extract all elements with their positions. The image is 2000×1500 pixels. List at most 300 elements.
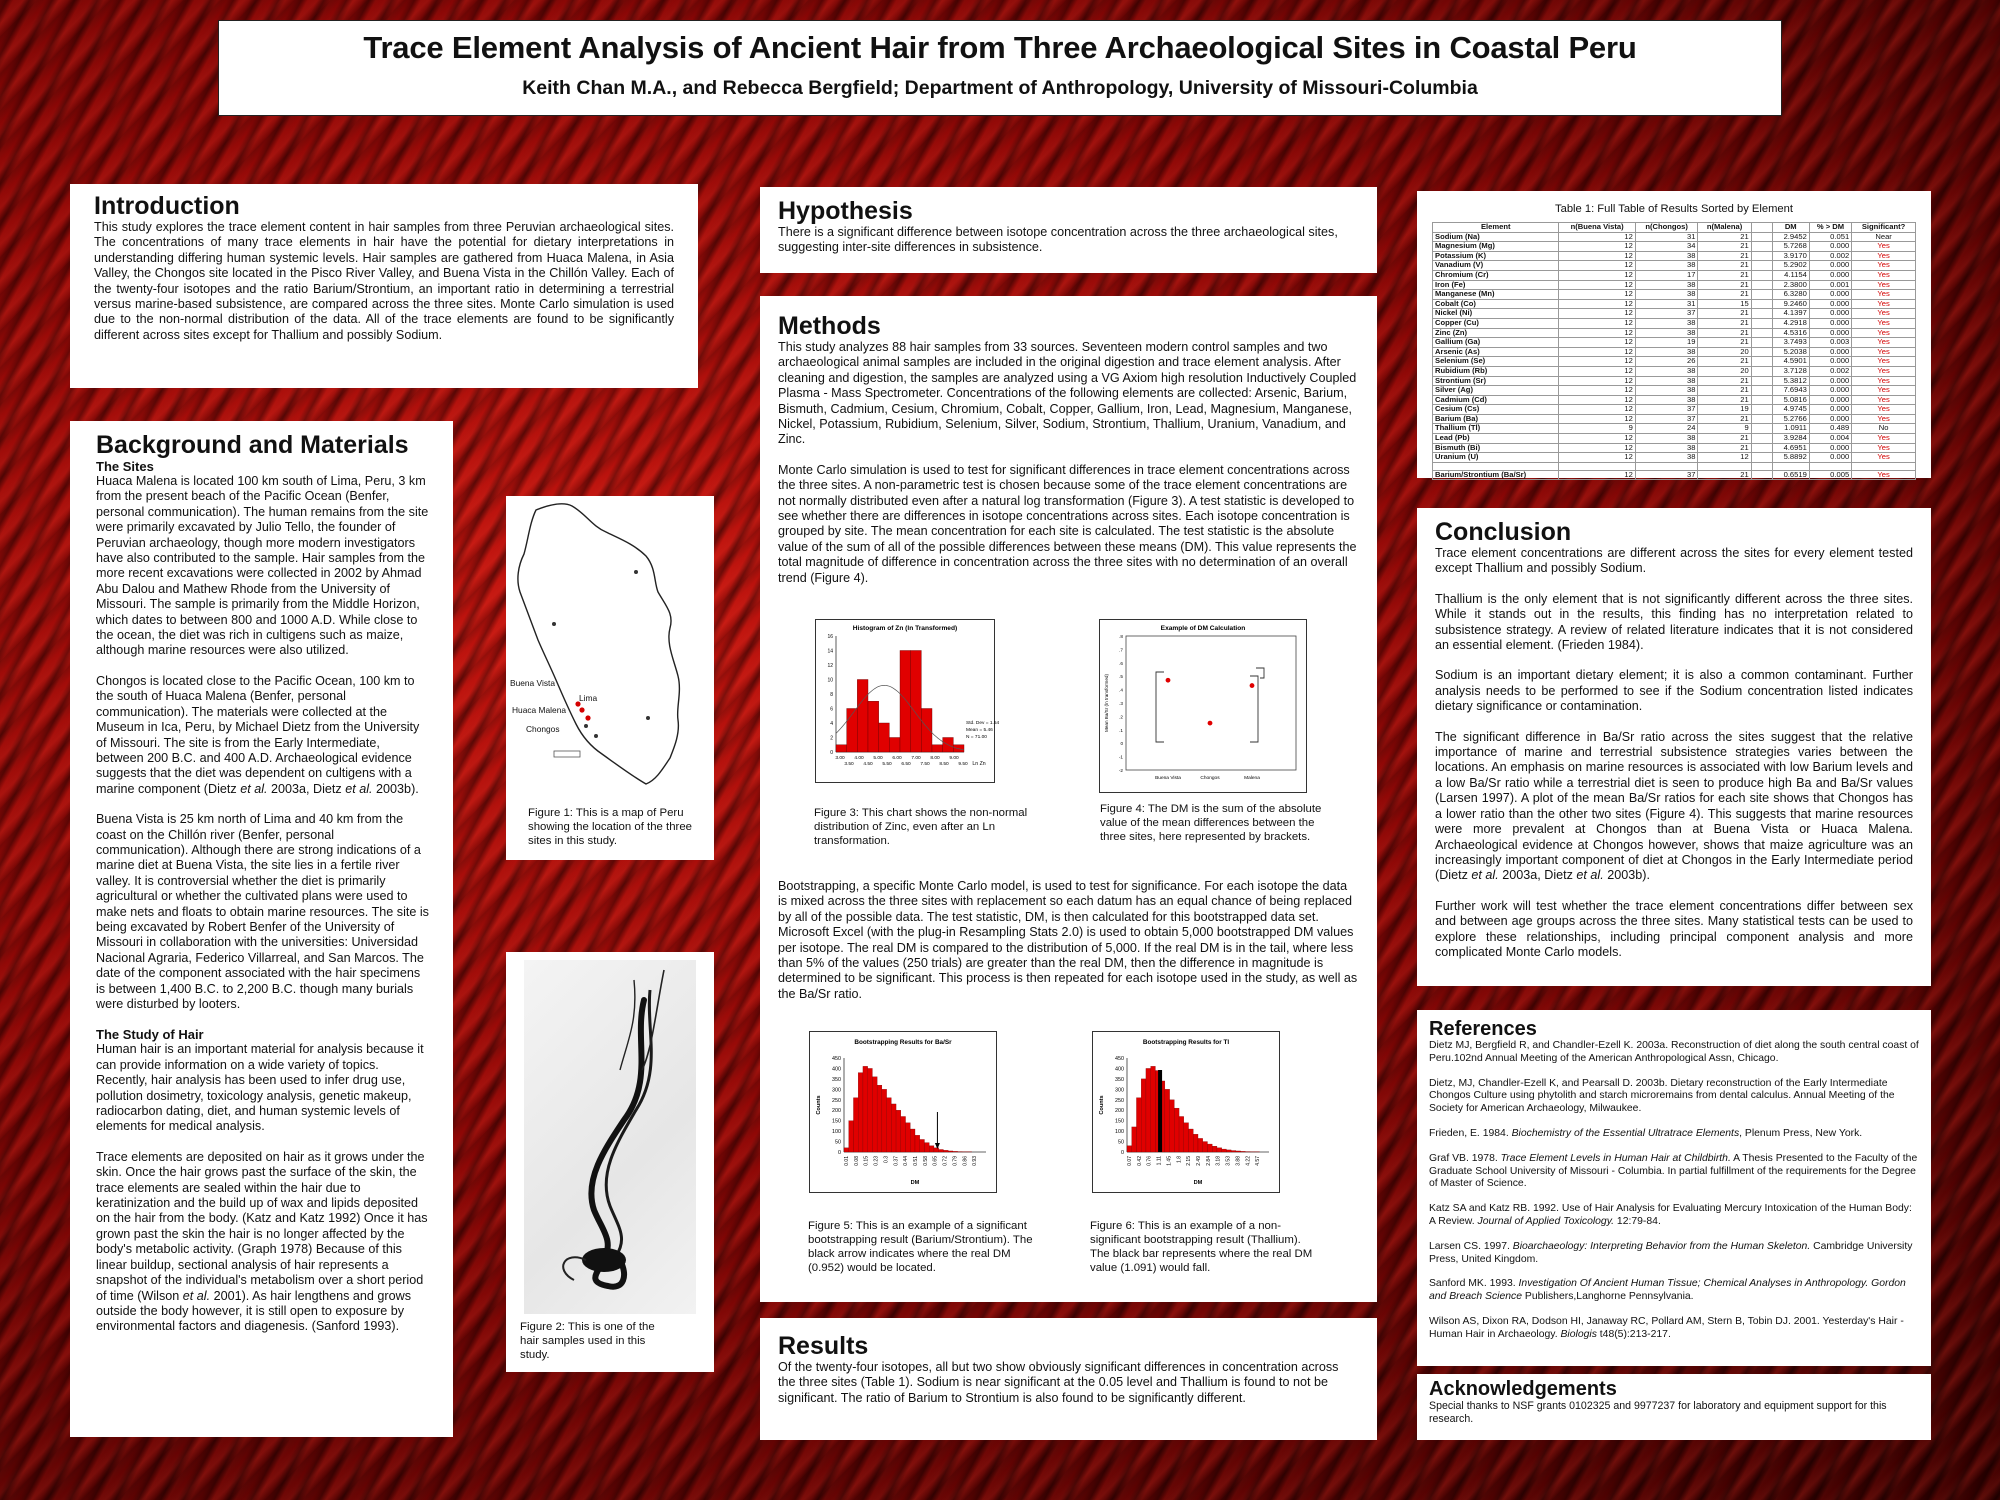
acknowledgements-title: Acknowledgements [1429,1378,1617,1400]
y-tick-label: 300 [1115,1087,1124,1094]
table-cell: 21 [1698,309,1751,319]
x-tick-label: 0.72 [942,1156,949,1166]
map-label-lima: Lima [579,693,598,703]
table-cell: Yes [1852,261,1916,271]
table-cell [1751,424,1772,434]
table-cell: 21 [1698,376,1751,386]
table-header-cell [1751,223,1772,233]
table-row [1433,338,1916,348]
table-cell: 4.1397 [1772,309,1809,319]
x-tick-label: 0.08 [853,1156,860,1166]
figure-4-chart [1099,619,1307,793]
table-cell: 12 [1559,290,1635,300]
table-cell: 5.2038 [1772,347,1809,357]
table-cell: 21 [1698,338,1751,348]
table-cell: Yes [1852,290,1916,300]
figure-2-panel [506,952,714,1372]
histogram-bar [1141,1079,1146,1152]
mean-point [1166,678,1171,683]
table-cell: 3.9170 [1772,251,1809,261]
histogram-bar [915,1135,920,1152]
table-cell: 12 [1559,386,1635,396]
y-tick-label: 100 [832,1129,841,1136]
histogram-bar [853,1098,858,1152]
reference-item: Katz SA and Katz RB. 1992. Use of Hair Analysis for Evaluating Mercury Intoxication of the Human Body: A Review. Journal of Applied Toxicology. 12:79-84. [1429,1203,1912,1227]
histogram-bar [1184,1123,1189,1152]
table-row [1433,290,1916,300]
conclusion-paragraph-2: Thallium is the only element that is not significantly different across the three sites. While it stands out in the results, this finding has no interpretation related to subsistence strategy. A review of related literature indicates that it is not considered an essential element. (Frieden 1984). [1435,591,1913,653]
results-title: Results [778,1332,869,1360]
table-cell: 5.2766 [1772,414,1809,424]
table-cell: 20 [1698,366,1751,376]
x-tick-label: Chongos [1200,776,1220,781]
histogram-bar [906,1123,911,1152]
table-cell: 12 [1559,414,1635,424]
y-tick-label: 2 [830,735,833,742]
reference-item: Sanford MK. 1993. Investigation Of Ancient Human Tissue; Chemical Analyses in Anthropology. Gordon and Breach Science Publishers,Langhorne Pennsylvania. [1429,1278,1906,1303]
figure-5-chart [809,1031,997,1193]
table-cell: 21 [1698,357,1751,367]
chart-title: Bootstrapping Results for Ba/Sr [854,1039,952,1046]
figure-6-caption: Figure 6: This is an example of a non-significant bootstrapping result (Thallium). The black bar represents where the real DM value (1.091) would fall. [1090,1220,1313,1274]
conclusion-paragraph-5: Further work will test whether the trace element concentrations differ between sex and between age groups across the three sites. Many statistical tests can be used to explore these relationships, including principal component analysis and more complicated Monte Carlo models. [1435,898,1913,959]
table-cell: 38 [1635,261,1698,271]
x-tick-label: 4.50 [863,762,873,767]
table-cell: 12 [1559,366,1635,376]
histogram-bar [901,1116,906,1152]
figure-4-caption: Figure 4: The DM is the sum of the absolute value of the mean differences between the three sites, here represented by brackets. [1100,803,1322,843]
references-panel [1417,1010,1931,1366]
histogram-bar [887,1098,892,1152]
x-tick-label: 0.07 [1127,1156,1133,1166]
table-cell: Yes [1852,280,1916,290]
methods-paragraph-2: Monte Carlo simulation is used to test for significant differences in trace element concentrations across the three sites. A non-parametric test is chosen because some of the trace element concentrations are not normally distributed even after a natural log transformation (Figure 3). A test statistic is developed to see whether there are differences in isotope concentrations across sites. Each isotope concentration is grouped by site. The mean concentration for each site is calculated. The test statistic is the absolute value of the sum of all of the possible differences between these means (DM). This value represents the total magnitude of difference in concentration across the three sites with no determination of an overall trend (Figure 4). [778,462,1357,585]
references-list [1429,1040,1919,1342]
histogram-bar [1132,1127,1137,1152]
x-tick-label: 6.50 [901,762,911,767]
table-cell: 12 [1559,347,1635,357]
table-header-cell: % > DM [1809,223,1851,233]
table-cell: 0.000 [1809,386,1851,396]
x-tick-label: 0.76 [1146,1156,1153,1166]
table-cell: 4.5901 [1772,357,1809,367]
x-tick-label: 0.79 [952,1156,959,1166]
figure-6-chart [1092,1031,1280,1193]
x-tick-label: 0.23 [873,1156,880,1166]
x-tick-label: 3.88 [1235,1156,1242,1166]
table-cell: 38 [1635,347,1698,357]
histogram-bar [1165,1089,1170,1152]
x-axis-label: DM [1193,1180,1203,1186]
x-tick-label: 0.01 [844,1156,850,1166]
table-cell: Yes [1852,414,1916,424]
hypothesis-panel [760,187,1377,273]
table-cell: Uranium (U) [1433,453,1559,463]
y-tick-label: 100 [1115,1129,1124,1136]
table-cell: 4.5316 [1772,328,1809,338]
table-cell [1751,434,1772,444]
histogram-bar [1212,1146,1217,1152]
reference-item: Dietz MJ, Bergfield R, and Chandler-Ezell K. 2003a. Reconstruction of diet along the south central coast of Peru.102nd Annual Meeting of the American Anthropological Assn, Chicago. [1429,1040,1919,1064]
y-tick-label: 6 [830,706,833,713]
histogram-bar [1189,1129,1194,1152]
table-cell: 12 [1559,251,1635,261]
chart-title: Example of DM Calculation [1160,625,1246,632]
table-cell [1751,386,1772,396]
histogram-bar [900,651,911,753]
x-axis-label: DM [910,1180,920,1186]
x-tick-label: Malena [1244,776,1260,781]
table-cell: 38 [1635,434,1698,444]
results-panel [760,1318,1377,1440]
y-tick-label: 250 [1115,1097,1124,1104]
histogram-bar [889,738,900,753]
table-cell [1751,309,1772,319]
table-cell: 0.004 [1809,434,1851,444]
x-tick-label: 2.84 [1205,1156,1212,1166]
table-cell: 38 [1635,290,1698,300]
table-cell: 4.6951 [1772,443,1809,453]
table-cell: 2.3800 [1772,280,1809,290]
y-tick-label: 12 [827,663,833,669]
table-cell: 21 [1698,251,1751,261]
trace-elements-paragraph: Trace elements are deposited on hair as it grows under the skin. Once the hair grows past the surface of the skin, the trace elements are sealed within the hair due to keratinization and the build up of wax and lipids deposited on the hair from the body. (Katz and Katz 1992) Once it has grown past the skin the hair is no longer affected by the body's metabolic activity. (Graph 1978) Because of this linear buildup, sectional analysis of hair represents a snapshot of the individual's metabolism over a short period of time (Wilson et al. 2001). As hair lengthens and grows outside the body however, it is still open to exposure by environmental factors and diagenesis. (Sanford 1993). [96,1149,428,1334]
histogram-bar [863,1066,868,1152]
x-tick-label: 7.50 [920,762,930,767]
histogram-bar [1127,1146,1132,1152]
x-tick-label: 0.37 [893,1156,900,1166]
y-axis-label: Mean Ba/Sr (ln transformed) [1104,674,1109,732]
table-cell: 20 [1698,347,1751,357]
reference-item: Frieden, E. 1984. Biochemistry of the Essential Ultratrace Elements, Plenum Press, New York. [1429,1127,1863,1139]
table-cell: Chromium (Cr) [1433,270,1559,280]
table-cell: Iron (Fe) [1433,280,1559,290]
table-row [1433,386,1916,396]
y-axis-label: Counts [1099,1095,1105,1115]
x-tick-label: 3.18 [1215,1156,1222,1166]
x-tick-label: 0.42 [1136,1156,1143,1166]
table-cell: 19 [1635,338,1698,348]
results-table [1432,222,1916,480]
y-tick-label: 450 [832,1056,841,1062]
reference-item: Dietz, MJ, Chandler-Ezell K, and Pearsall D. 2003b. Dietary reconstruction of the Early Intermediate Chongos Culture using phytolith and starch microremains from dental calculus. Annual Meeting of the Society for American Archaeology, Milwaukee. [1429,1077,1895,1115]
x-tick-label: 4.57 [1255,1156,1262,1166]
methods-paragraph-3: Bootstrapping, a specific Monte Carlo model, is used to test for significance. For each isotope the data is mixed across the three sites with replacement so each datum has an equal chance of being replaced by all of the possible data. The test statistic, DM, is then calculated for this bootstrapped data set. Microsoft Excel (with the plug-in Resampling Stats 2.0) is used to obtain 5,000 bootstrapped DM values per isotope. The real DM is compared to the distribution of 5,000. If the real DM is in the tail, where less than 5% of the values (250 trials) are greater than the real DM, then the difference in magnitude is determined to be significant. This process is then repeated for each isotope used in the study, as well as the Ba/Sr ratio. [778,879,1358,1001]
table-cell [1751,261,1772,271]
introduction-title: Introduction [94,192,240,220]
conclusion-title: Conclusion [1435,518,1572,546]
table-cell: 0.6519 [1772,470,1809,480]
table-cell: Cobalt (Co) [1433,299,1559,309]
background-panel [70,421,453,1437]
table-cell: 38 [1635,366,1698,376]
table-cell: 0.001 [1809,280,1851,290]
table-cell: Cadmium (Cd) [1433,395,1559,405]
table-header-cell: n(Chongos) [1635,223,1698,233]
table-cell [1751,414,1772,424]
map-label-huaca-malena: Huaca Malena [512,705,567,715]
huaca-malena-paragraph: Huaca Malena is located 100 km south of Lima, Peru, 3 km from the present beach of the Pacific Ocean (Benfer, personal communication). The human remains from the site were primarily excavated by Julio Tello, the founder of Peruvian archaeology, though more modern investigators have also contributed to the sample. Hair samples from the more recent excavations were collected in 2002 by Ahmad Abu Dalou and Mathew Rhode from the University of Missouri. The sample is primarily from the Middle Horizon, which dates to between 800 and 1000 A.D. While close to the ocean, the diet was rich in cultigens such as maize, although marine resources were also utilized. [96,474,429,658]
x-tick-label: 1.45 [1166,1156,1173,1166]
table-cell: 0.000 [1809,357,1851,367]
x-axis-label: Ln Zn [972,761,986,767]
table-cell: 21 [1698,470,1751,480]
table-cell: Yes [1852,376,1916,386]
table-cell: 0.000 [1809,318,1851,328]
table-cell [1751,357,1772,367]
histogram-bar [924,1143,929,1152]
table-cell: 5.2902 [1772,261,1809,271]
results-text: Of the twenty-four isotopes, all but two show obviously significant differences in concentration across the three sites (Table 1). Sodium is near significant at the 0.05 level and Thallium is found to not be significant. The ratio of Barium to Strontium is also found to be significantly different. [778,1360,1339,1405]
table-cell: 12 [1559,232,1635,242]
sites-subheading: The Sites [96,459,154,474]
reference-item: Graf VB. 1978. Trace Element Levels in Human Hair at Childbirth. A Thesis Presented to the Faculty of the Graduate School University of Missouri - Columbia. In partial fulfillment of the requirements for the Degree of Master of Science. [1429,1152,1918,1190]
hypothesis-title: Hypothesis [778,197,913,225]
histogram-bar [953,1151,958,1152]
histogram-bar [858,1073,863,1152]
table-cell: Yes [1852,309,1916,319]
table-cell: 12 [1559,395,1635,405]
table-cell: 12 [1559,309,1635,319]
y-tick-label: 0 [1120,741,1123,747]
table-cell [1751,443,1772,453]
x-tick-label: 8.00 [930,756,940,761]
table-cell: Cesium (Cs) [1433,405,1559,415]
table-cell [1751,347,1772,357]
histogram-bar [868,701,879,752]
acknowledgements-text: Special thanks to NSF grants 0102325 and 9977237 for laboratory and equipment support for this research. [1429,1400,1887,1425]
table-cell: 0.000 [1809,414,1851,424]
histogram-bar [849,1121,854,1152]
histogram-bar [1226,1150,1231,1152]
bracket [1156,672,1164,742]
table-cell: 0.002 [1809,366,1851,376]
table-row [1433,318,1916,328]
table-row [1433,357,1916,367]
table-cell: Yes [1852,434,1916,444]
acknowledgements-panel [1417,1374,1931,1440]
y-tick-label: 8 [830,692,833,698]
y-tick-label: 400 [1115,1066,1124,1073]
table-cell [1751,338,1772,348]
y-tick-label: 350 [832,1076,841,1083]
table-cell: Vanadium (V) [1433,261,1559,271]
table-cell: Yes [1852,395,1916,405]
table-cell: Silver (Ag) [1433,386,1559,396]
table-cell [1751,453,1772,463]
y-tick-label: -1 [1118,754,1123,760]
histogram-bar [948,1151,953,1152]
table-cell: 12 [1559,338,1635,348]
table-cell: 21 [1698,328,1751,338]
table-cell: 31 [1635,232,1698,242]
histogram-bar [1207,1144,1212,1152]
table-cell [1751,232,1772,242]
x-tick-label: 0.15 [863,1156,870,1166]
table-cell: Yes [1852,386,1916,396]
table-cell: 15 [1698,299,1751,309]
x-tick-label: 4.00 [854,756,864,761]
table-cell: 12 [1559,261,1635,271]
table-cell: Yes [1852,453,1916,463]
x-tick-label: 8.50 [939,762,949,767]
table-cell: 21 [1698,443,1751,453]
table-cell: 31 [1635,299,1698,309]
histogram-bar [857,680,868,753]
table-cell: 21 [1698,290,1751,300]
histogram-bar [1241,1151,1246,1152]
table-cell: 1.0911 [1772,424,1809,434]
methods-panel [760,296,1377,1302]
table-cell: Yes [1852,338,1916,348]
histogram-bar [1203,1142,1208,1152]
histogram-bar [929,1146,934,1152]
histogram-bar [1136,1098,1141,1152]
histogram-bar [847,709,858,753]
x-tick-label: 3.53 [1225,1156,1232,1166]
histogram-bar [910,1129,915,1152]
table-cell [1751,299,1772,309]
stats-label: N = 71.00 [966,735,987,740]
table-cell: Manganese (Mn) [1433,290,1559,300]
y-tick-label: 350 [1115,1076,1124,1083]
table-cell: 0.000 [1809,309,1851,319]
histogram-bar [868,1068,873,1152]
table-cell: Yes [1852,242,1916,252]
map-label-chongos: Chongos [526,724,560,734]
conclusion-paragraph-3: Sodium is an important dietary element; it is also a common contaminant. Further analysis needs to be performed to see if the Sodium concentration listed indicates dietary significance or contamination. [1435,668,1913,714]
table-cell: 12 [1559,376,1635,386]
table-cell: 9 [1559,424,1635,434]
figure-1-panel [506,496,714,860]
map-label-buena-vista: Buena Vista [510,678,556,688]
x-tick-label: Buena Vista [1155,776,1181,781]
y-tick-label: 400 [832,1066,841,1073]
table-cell: Rubidium (Rb) [1433,366,1559,376]
table-cell: 0.000 [1809,376,1851,386]
y-tick-label: .6 [1119,660,1123,666]
figure-3-caption: Figure 3: This chart shows the non-normal distribution of Zinc, even after an Ln transformation. [814,807,1028,847]
table-cell: Zinc (Zn) [1433,328,1559,338]
background-title: Background and Materials [96,431,409,459]
table-cell [1751,366,1772,376]
table-cell: 12 [1559,318,1635,328]
plot-frame [1126,636,1296,770]
table-cell: 0.000 [1809,290,1851,300]
references-title: References [1429,1018,1537,1040]
y-tick-label: .7 [1119,647,1123,653]
table-cell: 0.002 [1809,251,1851,261]
x-tick-label: 0.44 [903,1156,910,1166]
histogram-bar [1198,1138,1203,1152]
hypothesis-text: There is a significant difference between isotope concentration across the three archaeological sites, suggesting inter-site differences in subsistence. [778,225,1338,255]
y-tick-label: 10 [827,677,833,684]
y-tick-label: 16 [827,634,833,640]
table-cell [1751,290,1772,300]
table-cell: 12 [1559,453,1635,463]
x-tick-label: 4.22 [1245,1156,1252,1166]
y-tick-label: 0 [1121,1150,1124,1156]
y-tick-label: 250 [832,1097,841,1104]
table-cell: 12 [1559,470,1635,480]
table-cell [1751,462,1772,470]
table-cell [1751,395,1772,405]
chart-title: Histogram of Zn (ln Transformed) [852,625,958,632]
hair-paragraph: Human hair is an important material for analysis because it can provide information on a wide variety of topics. Recently, hair analysis has been used to infer drug use, pollution dosimetry, toxicology analysis, genetic makeup, radiocarbon dating, diet, and human systemic levels of elements for medical analysis. [96,1042,424,1134]
y-tick-label: 0 [830,750,833,756]
table-1-panel [1417,191,1931,478]
histogram-bar [844,1148,849,1152]
table-cell: Yes [1852,443,1916,453]
table-cell [1751,251,1772,261]
y-tick-label: 150 [832,1118,841,1125]
y-tick-label: 0 [838,1150,841,1156]
x-tick-label: 3.00 [835,756,845,761]
table-cell: Arsenic (As) [1433,347,1559,357]
histogram-bar [1174,1108,1179,1152]
histogram-bar [920,1139,925,1152]
histogram-bar [943,1150,948,1152]
table-cell: 12 [1559,242,1635,252]
x-tick-label: 9.50 [958,762,968,767]
table-cell: 12 [1698,453,1751,463]
table-cell: 21 [1698,261,1751,271]
table-cell: 21 [1698,414,1751,424]
x-tick-label: 0.93 [972,1156,979,1166]
table-cell: Near [1852,232,1916,242]
table-cell: 4.2918 [1772,318,1809,328]
table-cell: 17 [1635,270,1698,280]
reference-item: Wilson AS, Dixon RA, Dodson HI, Janaway RC, Pollard AM, Stern B, Tobin DJ. 2001. Yesterday's Hair - Human Hair in Archaeology. Biologis t48(5):213-217. [1429,1315,1904,1340]
x-tick-label: 9.00 [949,756,959,761]
table-cell: 38 [1635,280,1698,290]
x-tick-label: 5.50 [882,762,892,767]
figure-3-chart [815,619,1000,783]
table-cell: Yes [1852,318,1916,328]
table-header-cell: n(Buena Vista) [1559,223,1635,233]
table-cell: Potassium (K) [1433,251,1559,261]
figure-2-caption: Figure 2: This is one of the hair samples used in this study. [520,1321,655,1361]
table-cell: 0.000 [1809,405,1851,415]
table-cell: 0.000 [1809,347,1851,357]
table-cell: Strontium (Sr) [1433,376,1559,386]
histogram-bar [921,709,932,753]
y-tick-label: .2 [1119,714,1123,720]
x-tick-label: 6.00 [892,756,902,761]
histogram-bar [1236,1151,1241,1152]
y-tick-label: 200 [1115,1108,1124,1115]
x-tick-label: 2.49 [1196,1156,1202,1166]
table-cell: Yes [1852,251,1916,261]
x-tick-label: 7.00 [911,756,921,761]
mean-point [1250,683,1255,688]
table-cell: 7.6943 [1772,386,1809,396]
y-tick-label: .5 [1119,674,1123,680]
table-cell: Nickel (Ni) [1433,309,1559,319]
y-tick-label: 4 [830,721,833,727]
table-cell: 21 [1698,386,1751,396]
table-cell: 12 [1559,405,1635,415]
table-cell: Yes [1852,328,1916,338]
y-tick-label: 200 [832,1108,841,1115]
histogram-bar [891,1104,896,1152]
x-tick-label: 1.8 [1176,1156,1183,1163]
y-tick-label: .3 [1119,701,1123,706]
stats-label: Mean = 5.46 [966,728,993,733]
table-cell: 37 [1635,309,1698,319]
table-cell: 5.7268 [1772,242,1809,252]
histogram-bar [872,1077,877,1152]
